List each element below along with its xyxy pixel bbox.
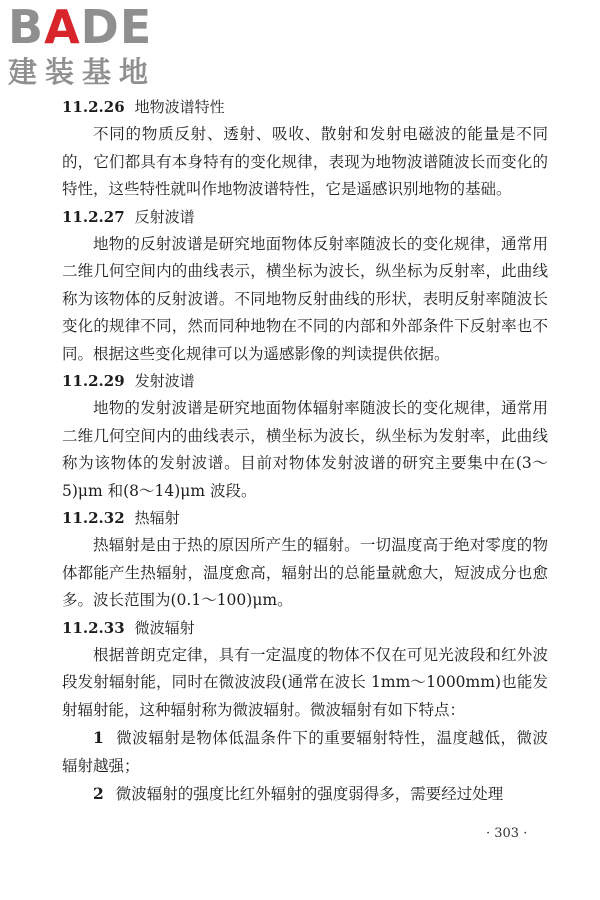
list-item-text: 微波辐射是物体低温条件下的重要辐射特性，温度越低，微波辐射越强； [62,729,548,775]
section-heading [62,368,548,395]
logo-wordmark [8,0,178,54]
section-heading [62,505,548,532]
section-heading [62,204,548,231]
section-title: 微波辐射 [134,618,195,637]
section-11-2-32 [62,505,548,615]
section-number: 11.2.32 [62,509,125,527]
logo-subtitle: 建装基地 [8,55,157,89]
logo-letter-a: A [44,0,81,54]
paragraph: 根据普朗克定律，具有一定温度的物体不仅在可见光波段和红外波段发射辐射能，同时在微波波段(通常在波长 1mm～1000mm)也能发射辐射能，这种辐射称为微波辐射。微波辐射有如下特点： [62,645,548,719]
section-number: 11.2.29 [62,372,125,390]
bade-logo [8,0,178,90]
logo-letters-de: DE [80,0,153,54]
section-heading [62,94,548,121]
section-11-2-27 [62,204,548,369]
page-number: · 303 · [486,826,528,841]
paragraph: 热辐射是由于热的原因所产生的辐射。一切温度高于绝对零度的物体都能产生热辐射，温度愈高，辐射出的总能量就愈大，短波成分也愈多。波长范围为(0.1～100)μm。 [62,536,548,609]
paragraph: 地物的反射波谱是研究地面物体反射率随波长的变化规律，通常用二维几何空间内的曲线表示，横坐标为波长，纵坐标为反射率，此曲线称为该物体的反射波谱。不同地物反射曲线的形状，表明反射率随波长变化的规律不同，然而同种地物在不同的内部和外部条件下反射率也不同。根据这些变化规律可以为遥感影像的判读提供依据。 [62,234,548,363]
section-11-2-29 [62,368,548,505]
document-body [62,94,548,809]
list-item-number: 1 [93,728,104,747]
section-title: 反射波谱 [134,207,195,226]
list-item [62,780,548,809]
paragraph: 不同的物质反射、透射、吸收、散射和发射电磁波的能量是不同的，它们都具有本身特有的变化规律，表现为地物波谱随波长而变化的特性，这些特性就叫作地物波谱特性，它是遥感识别地物的基础。 [62,125,548,198]
section-number: 11.2.27 [62,207,125,226]
section-title: 发射波谱 [134,372,195,390]
list-item [62,724,548,780]
paragraph: 地物的发射波谱是研究地面物体辐射率随波长的变化规律，通常用二维几何空间内的曲线表示，横坐标为波长，纵坐标为发射率，此曲线称为该物体的发射波谱。目前对物体发射波谱的研究主要集中在(3～5)μm 和(8～14)μm 波段。 [62,399,548,500]
section-title: 热辐射 [134,509,180,527]
section-number: 11.2.33 [62,618,125,637]
section-heading [62,615,548,642]
list-item-number: 2 [93,784,104,803]
section-number: 11.2.26 [62,98,125,116]
section-11-2-26 [62,94,548,204]
list-item-text: 微波辐射的强度比红外辐射的强度弱得多，需要经过处理 [115,785,504,803]
logo-letter-b: B [8,0,45,54]
section-title: 地物波谱特性 [134,98,225,116]
section-11-2-33 [62,615,548,809]
